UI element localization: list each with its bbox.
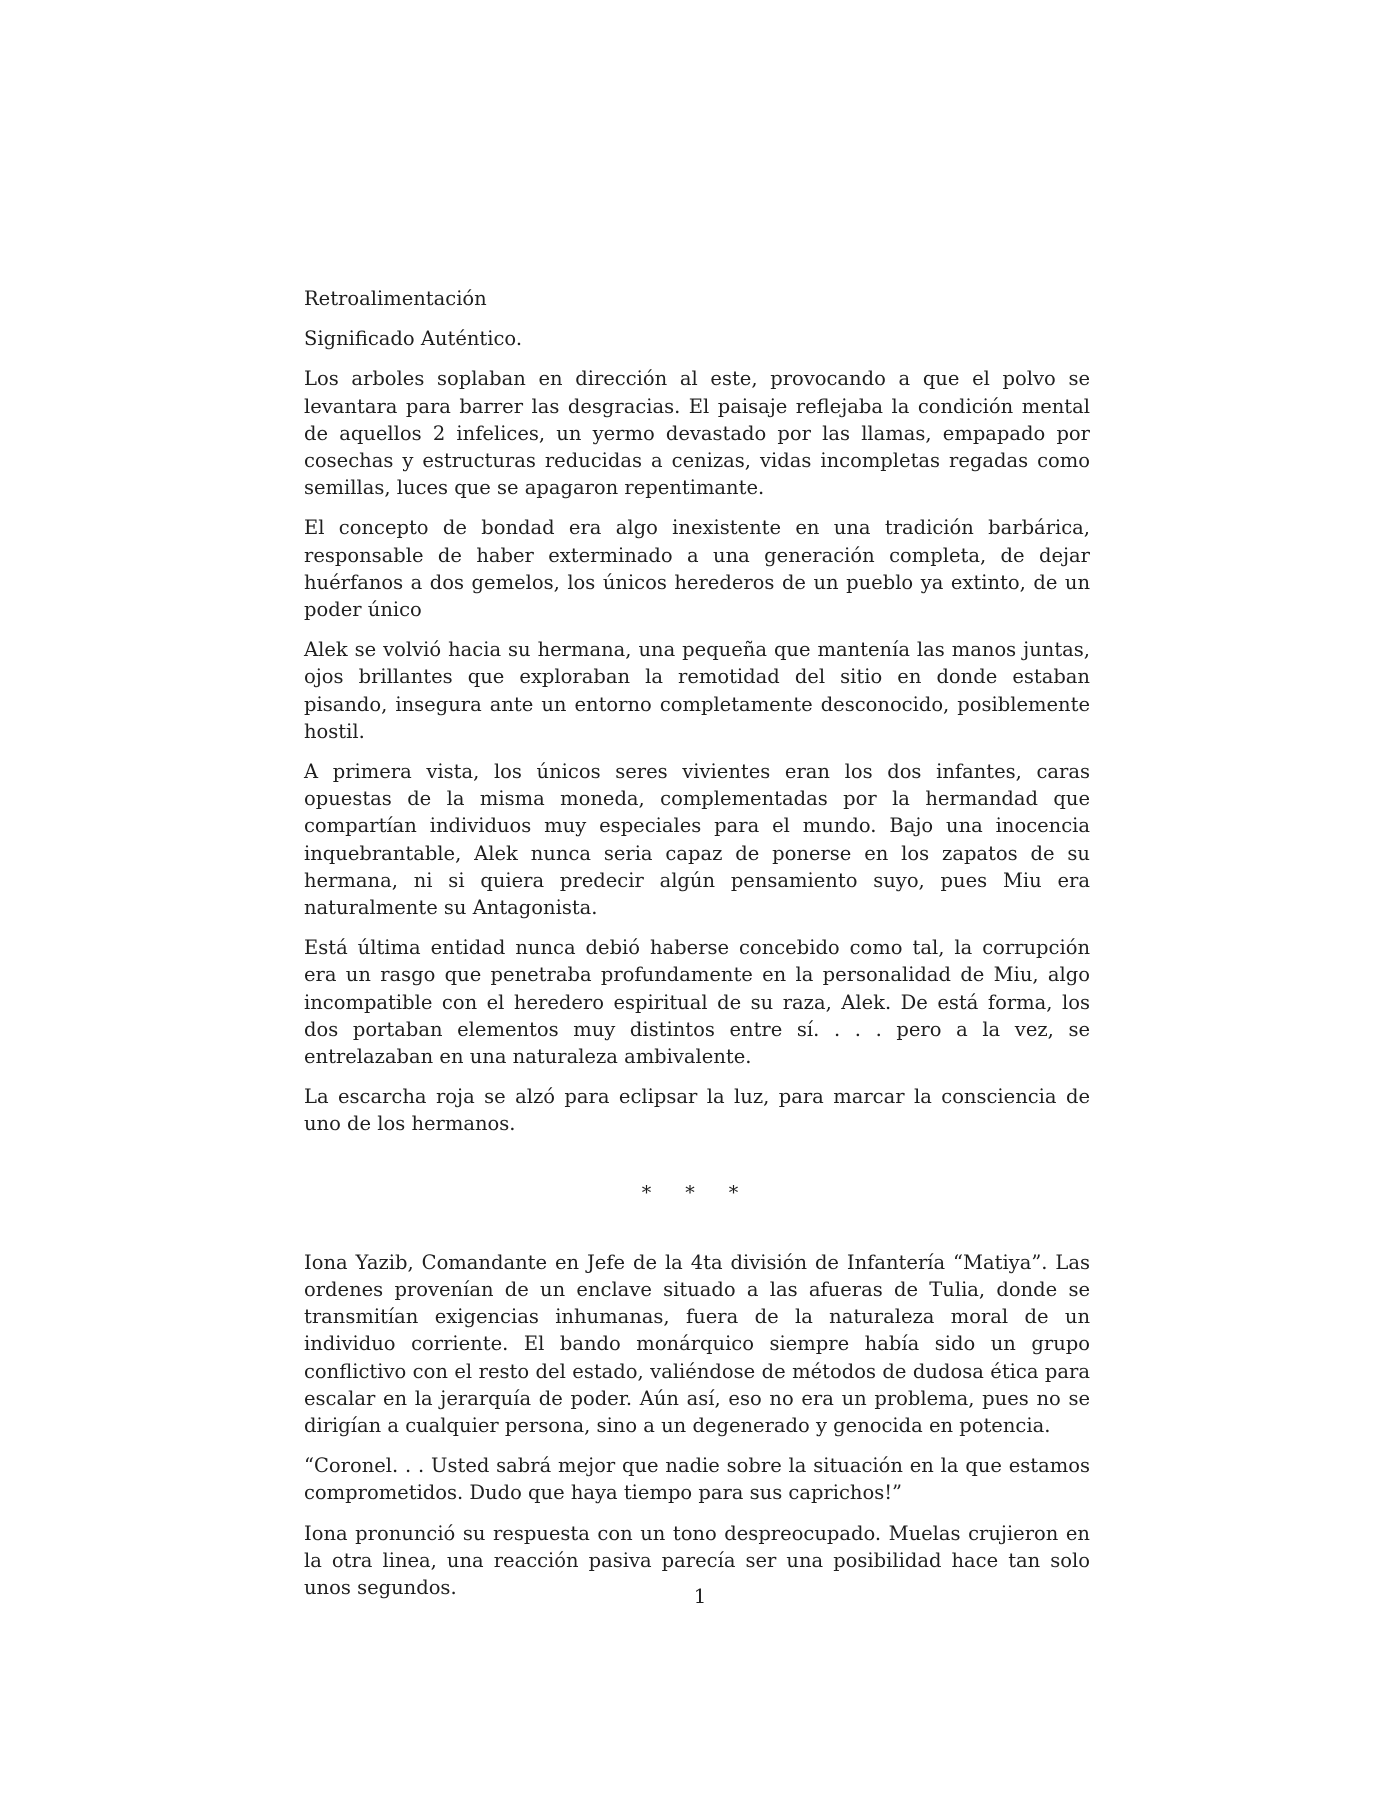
paragraph-5: Está última entidad nunca debió haberse concebido como tal, la corrupción era un rasgo que penetraba profundamente en la personalidad de Miu, algo incompatible con el heredero espiritual de su raza, Alek. De está forma, los dos portaban elementos muy distintos entre sí. . . . pero a la vez, se entrelazaban en una naturaleza ambivalente.: [304, 936, 1090, 1069]
paragraph-6: La escarcha roja se alzó para eclipsar la luz, para marcar la consciencia de uno de los hermanos.: [304, 1085, 1090, 1136]
paragraph-4: A primera vista, los únicos seres vivientes eran los dos infantes, caras opuestas de la misma moneda, complementadas por la hermandad que compartían individuos muy especiales para el mundo. Bajo una inocencia inquebrantable, Alek nunca seria capaz de ponerse en los zapatos de su hermana, ni si quiera predecir algún pensamiento suyo, pues Miu era naturalmente su Antagonista.: [304, 760, 1090, 920]
paragraph-8: “Coronel. . . Usted sabrá mejor que nadie sobre la situación en la que estamos comprometidos. Dudo que haya tiempo para sus caprichos!”: [304, 1454, 1090, 1505]
paragraph-7: Iona Yazib, Comandante en Jefe de la 4ta división de Infantería “Matiya”. Las ordenes provenían de un enclave situado a las afueras de Tulia, donde se transmitían exigencias inhumanas, fuera de la naturaleza moral de un individuo corriente. El bando monárquico siempre había sido un grupo conflictivo con el resto del estado, valiéndose de métodos de dudosa ética para escalar en la jerarquía de poder. Aún así, eso no era un problema, pues no se dirigían a cualquier persona, sino a un degenerado y genocida en potencia.: [304, 1250, 1090, 1437]
body-text: [304, 285, 1090, 1614]
page-number: 1: [693, 1584, 707, 1608]
paragraph-2: El concepto de bondad era algo inexistente en una tradición barbárica, responsable de haber exterminado a una generación completa, de dejar huérfanos a dos gemelos, los únicos herederos de un pueblo ya extinto, de un poder único: [304, 516, 1090, 622]
document-title: Retroalimentación: [304, 287, 487, 310]
paragraph-3: Alek se volvió hacia su hermana, una pequeña que mantenía las manos juntas, ojos brillantes que exploraban la remotidad del sitio en donde estaban pisando, insegura ante un entorno completamente desconocido, posiblemente hostil.: [304, 638, 1090, 743]
document-subtitle: Significado Auténtico.: [304, 327, 523, 351]
paragraph-9: Iona pronunció su respuesta con un tono despreocupado. Muelas crujieron en la otra linea, una reacción pasiva parecía ser una posibilidad hace tan solo unos segundos.: [304, 1521, 1090, 1599]
paragraph-1: Los arboles soplaban en dirección al este, provocando a que el polvo se levantara para barrer las desgracias. El paisaje reflejaba la condición mental de aquellos 2 infelices, un yermo devastado por las llamas, empapado por cosechas y estructuras reducidas a cenizas, vidas incompletas regadas como semillas, luces que se apagaron repentimante.: [304, 367, 1090, 500]
section-separator: * * *: [641, 1181, 753, 1204]
